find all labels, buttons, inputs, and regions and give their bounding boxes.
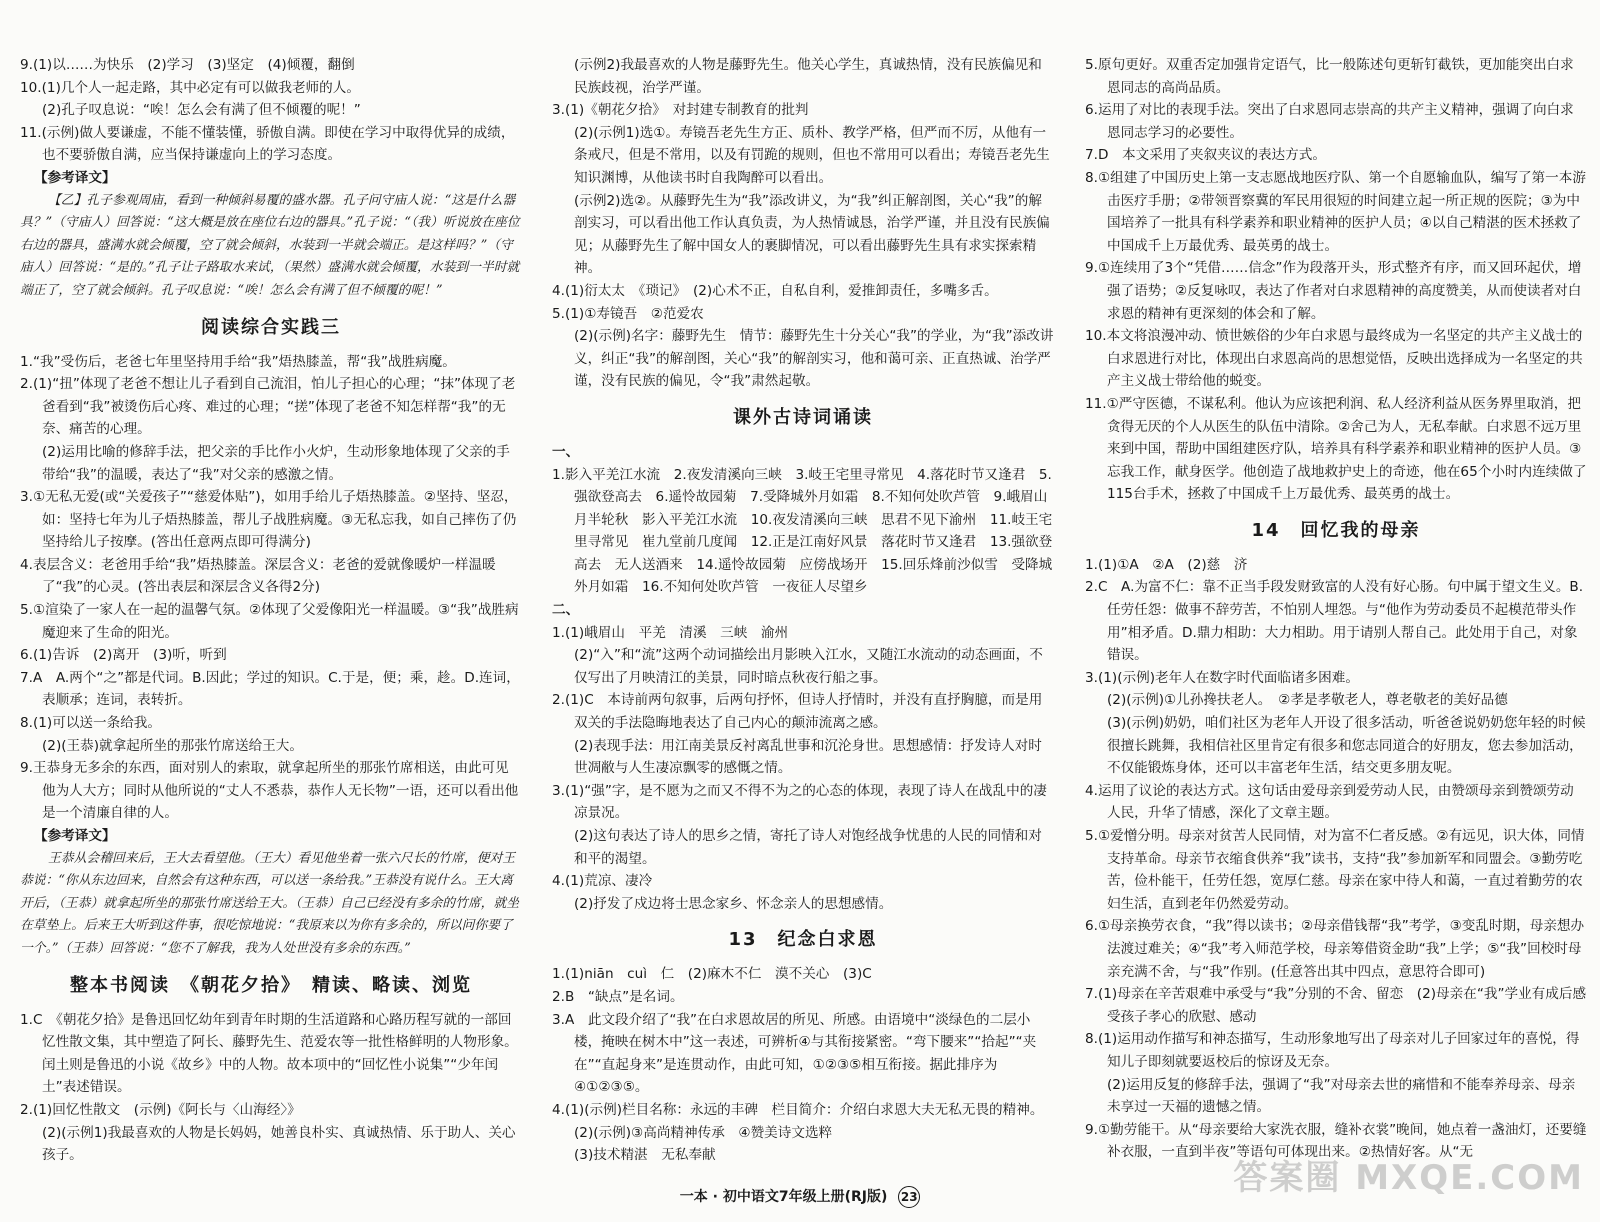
answer-item: 2.(1)C 本诗前两句叙事，后两句抒怀，但诗人抒情时，并没有直抒胸臆，而是用双关的手法隐晦地表达了自己内心的颠沛流离之感。 — [552, 692, 1043, 732]
answer-item: 2.(1)回忆性散文 (示例)《阿长与〈山海经〉》 — [20, 1101, 301, 1118]
subsection-heading: 一、 — [552, 443, 580, 460]
answer-item: 2.C A.为富不仁：靠不正当手段发财致富的人没有好心肠。句中属于望文生义。B.任劳任怨：做事不辞劳苦，不怕别人埋怨。与“他作为劳动委员不起模范带头作用”相矛盾。D.鼎力相助：大力相助。用于请别人帮自己。此处用于自己，对象错误。 — [1085, 579, 1584, 664]
answer-subitem: (2)“入”和“流”这两个动词描绘出月影映入江水，又随江水流动的动态画面，不仅写出了月映清江的美景，同时暗点秋夜行船之事。 — [574, 647, 1043, 686]
column-middle — [552, 54, 1054, 1167]
answer-item: 7.D 本文采用了夹叙夹议的表达方式。 — [1085, 147, 1326, 164]
answer-item: 4.(1)荒凉、凄冷 — [552, 873, 653, 890]
answer-subitem: (2)孔子叹息说：“唉！怎么会有满了但不倾覆的呢！” — [42, 102, 361, 119]
answer-subitem: (2)表现手法：用江南美景反衬离乱世事和沉沦身世。思想感情：抒发诗人对时世凋敝与人生凄凉飘零的感慨之情。 — [574, 737, 1042, 777]
answer-item: 10.(1)几个人一起走路，其中必定有可以做我老师的人。 — [20, 79, 360, 96]
answer-item: 8.(1)运用动作描写和神态描写，生动形象地写出了母亲对儿子回家过年的喜悦，得知儿子即刻就要返校后的惊讶及无奈。 — [1085, 1031, 1580, 1070]
answer-item: 8.①组建了中国历史上第一支志愿战地医疗队、第一个自愿输血队，编写了第一本游击医疗手册；②带领晋察冀的军民用很短的时间建立起一所正规的医院；③为中国培养了一批具有科学素养和职业精神的医护人员；④以自己精湛的医术拯救了中国成千上万最优秀、最英勇的战士。 — [1085, 169, 1586, 254]
answer-item: 1.(1)①A ②A (2)慈 济 — [1085, 556, 1248, 573]
answer-item: 7.A A.两个“之”都是代词。B.因此；学过的知识。C.于是，便；乘，趁。D.连词，表顺承；连词，表转折。 — [20, 669, 520, 709]
answer-item: 3.(1)《朝花夕拾》 对封建专制教育的批判 — [552, 102, 809, 119]
section-heading: 13 纪念白求恩 — [728, 929, 878, 951]
answer-item: 6.(1)告诉 (2)离开 (3)听，听到 — [20, 647, 227, 664]
answer-item: 11.(示例)做人要谦虚，不能不懂装懂，骄傲自满。即使在学习中取得优异的成绩，也不要骄傲自满，应当保持谦虚向上的学习态度。 — [20, 124, 515, 164]
section-heading: 14 回忆我的母亲 — [1251, 519, 1421, 541]
answer-item: 1.“我”受伤后，老爸七年里坚持用手给“我”焐热膝盖，帮“我”战胜病魔。 — [20, 353, 456, 370]
answer-item: 9.①勤劳能干。从“母亲要给大家洗衣服，缝补衣裳”晚间，她点着一盏油灯，还要缝补衣服，一直到半夜”等语句可体现出来。②热情好客。从“无 — [1085, 1121, 1587, 1161]
page-footer: 一本 · 初中语文7年级上册(RJ版) 23 — [0, 1186, 1600, 1208]
answer-item: 4.运用了议论的表达方式。这句话由爱母亲到爱劳动人民，由赞颂母亲到赞颂劳动人民，升华了情感，深化了文章主题。 — [1085, 782, 1574, 822]
answer-subitem: (2)(示例)①儿孙搀扶老人。 ②孝是孝敬老人，尊老敬老的美好品德 — [1107, 692, 1508, 709]
answer-subitem: (2)(示例1)我最喜欢的人物是长妈妈，她善良朴实、真诚热情、乐于助人、关心孩子。 — [42, 1124, 516, 1164]
answer-item: 1.(1)峨眉山 平羌 清溪 三峡 渝州 — [552, 624, 789, 641]
answer-item: 9.①连续用了3个“凭借……信念”作为段落开头，形式整齐有序，而又回环起伏，增强了语势；②反复咏叹，表达了作者对白求恩精神的高度赞美，从而使读者对白求恩的精神有更深刻的体会和了解。 — [1085, 260, 1582, 322]
answer-item: 9.王恭身无多余的东西，面对别人的索取，就拿起所坐的那张竹席相送，由此可见他为人大方；同时从他所说的“丈人不悉恭，恭作人无长物”一语，还可以看出他是一个清廉自律的人。 — [20, 760, 519, 822]
answer-item: 11.①严守医德，不谋私利。他认为应该把利润、私人经济利益从医务界里取消，把贪得无厌的个人从医生的队伍中清除。②舍己为人，无私奉献。白求恩不远万里来到中国，帮助中国组建医疗队，培养具有科学素养和职业精神的医护人员。③忘我工作，献身医学。他创造了战地救护史上的奇迹，他在65个小时内连续做了115台手术，拯救了中国成千上万最优秀、最英勇的战士。 — [1085, 395, 1587, 503]
answer-item: 7.(1)母亲在辛苦艰难中承受与“我”分别的不舍、留恋 (2)母亲在“我”学业有成后感受孩子孝心的欣慰、感动 — [1085, 986, 1587, 1025]
answer-item: 5.①渲染了一家人在一起的温馨气氛。②体现了父爱像阳光一样温暖。③“我”战胜病魔迎来了生命的阳光。 — [20, 602, 519, 641]
answer-item: 3.(1)“强”字，是不愿为之而又不得不为之的心态的体现，表现了诗人在战乱中的凄凉景况。 — [552, 782, 1047, 822]
reference-translation: 王恭从会稽回来后，王大去看望他。（王大）看见他坐着一张六尺长的竹席，便对王恭说：“你从东边回来，自然会有这种东西，可以送一条给我。”王恭没有说什么。王大离开后，（王恭）就拿起所坐的那张竹席送给王大。（王恭）自己已经没有多余的竹席，就坐在草垫上。后来王大听到这件事，很吃惊地说：“我原来以为你有多余的，所以问你要了一个。”（王恭）回答说：“您不了解我，我为人处世没有多余的东西。” — [20, 850, 520, 956]
answer-item: 1.影入平羌江水流 2.夜发清溪向三峡 3.岐王宅里寻常见 4.落花时节又逢君 5.强欲登高去 6.遥怜故园菊 7.受降城外月如霜 8.不知何处吹芦管 9.峨眉山月半轮秋 影入平羌江水流 10.夜发清溪向三峡 思君不见下渝州 11.岐王宅里寻常见 崔九堂前几度闻 12.正是江南好风景 落花时节又逢君 13.强欲登高去 无人送酒来 14.遥怜故园菊 应傍战场开 15.回乐烽前沙似雪 受降城外月如霜 16.不知何处吹芦管 一夜征人尽望乡 — [552, 466, 1053, 596]
answer-item: 5.(1)①寿镜吾 ②范爱农 — [552, 305, 704, 322]
section-heading: 阅读综合实践三 — [201, 316, 341, 338]
answer-item: 4.(1)(示例)栏目名称：永远的丰碑 栏目简介：介绍白求恩大夫无私无畏的精神。 — [552, 1101, 1044, 1118]
section-heading: 整本书阅读 《朝花夕拾》 精读、略读、浏览 — [70, 974, 472, 996]
answer-subitem: (3)(示例)奶奶，咱们社区为老年人开设了很多活动，听爸爸说奶奶您年轻的时候很擅长跳舞，我相信社区里肯定有很多和您志同道合的好朋友，您去参加活动，不仅能锻炼身体，还可以丰富老年生活，结交更多朋友呢。 — [1107, 715, 1586, 777]
answer-subitem: (2)(示例)名字：藤野先生 情节：藤野先生十分关心“我”的学业，为“我”添改讲义，纠正“我”的解剖图，关心“我”的解剖实习，他和蔼可亲、正直热诚、治学严谨，没有民族的偏见，令“我”肃然起敬。 — [574, 328, 1054, 390]
answer-item: 5.原句更好。双重否定加强肯定语气，比一般陈述句更斩钉截铁，更加能突出白求恩同志的高尚品质。 — [1085, 57, 1574, 96]
footer-brand: 一本 — [679, 1189, 708, 1205]
answer-subitem: (2)运用反复的修辞手法，强调了“我”对母亲去世的痛惜和不能奉养母亲、母亲未享过一天福的遗憾之情。 — [1107, 1076, 1576, 1116]
answer-item: 4.表层含义：老爸用手给“我”焐热膝盖。深层含义：老爸的爱就像暖炉一样温暖了“我”的心灵。(答出表层和深层含义各得2分) — [20, 556, 496, 596]
answer-subitem: (3)技术精湛 无私奉献 — [574, 1147, 716, 1164]
answer-subitem: (2)这句表达了诗人的思乡之情，寄托了诗人对饱经战争忧患的人民的同情和对和平的渴望。 — [574, 828, 1042, 867]
answer-item: 2.(1)“扭”体现了老爸不想让儿子看到自己流泪，怕儿子担心的心理；“抹”体现了老爸看到“我”被烫伤后心疼、难过的心理；“搓”体现了老爸不知怎样帮“我”的无奈、痛苦的心理。 — [20, 376, 516, 438]
answer-item: 10.本文将浪漫冲动、愤世嫉俗的少年白求恩与最终成为一名坚定的共产主义战士的白求恩进行对比，体现出白求恩高尚的思想觉悟，反映出选择成为一名坚定的共产主义战士带给他的蜕变。 — [1085, 328, 1583, 390]
answer-item: 1.C 《朝花夕拾》是鲁迅回忆幼年到青年时期的生活道路和心路历程写就的一部回忆性散文集，其中塑造了阿长、藤野先生、范爱农等一批性格鲜明的人物形象。闰土则是鲁迅的小说《故乡》中的人物。故本项中的“回忆性小说集”“少年闰土”表述错误。 — [20, 1011, 518, 1096]
answer-item: 2.B “缺点”是名词。 — [552, 988, 684, 1005]
answer-subitem: (示例2)我最喜欢的人物是藤野先生。他关心学生，真诚热情，没有民族偏见和民族歧视，治学严谨。 — [574, 57, 1042, 96]
answer-item: 4.(1)衍太太 《琐记》 (2)心术不正，自私自利，爱推卸责任，多嘴多舌。 — [552, 282, 998, 299]
answer-item: 5.①爱憎分明。母亲对贫苦人民同情，对为富不仁者反感。②有远见，识大体，同情支持革命。母亲节衣缩食供养“我”读书，支持“我”参加新军和同盟会。③勤劳吃苦，俭朴能干，任劳任怨，宽厚仁慈。母亲在家中待人和蔼，一直过着勤劳的农妇生活，直到老年仍然爱劳动。 — [1085, 828, 1585, 912]
watermark-logo: 答案圈 MXQE.COM — [1233, 1158, 1584, 1198]
section-tag: 【参考译文】 — [34, 828, 116, 844]
reference-translation: 【乙】孔子参观周庙，看到一种倾斜易覆的盛水器。孔子问守庙人说：“这是什么器具？”（守庙人）回答说：“这大概是放在座位右边的器具。”孔子说：“（我）听说放在座位右边的器具，盛满水就会倾覆，空了就会倾斜，水装到一半就会端正。是这样吗？”（守庙人）回答说：“是的。”孔子让子路取水来试，（果然）盛满水就会倾覆，水装到一半时就端正了，空了就会倾斜。孔子叹息说：“唉！怎么会有满了但不倾覆的呢！” — [20, 192, 520, 298]
page-number: 23 — [898, 1186, 920, 1208]
section-tag: 【参考译文】 — [34, 169, 116, 186]
section-heading: 课外古诗词诵读 — [733, 406, 873, 428]
answer-subitem: (2)抒发了戍边将士思念家乡、怀念亲人的思想感情。 — [574, 895, 893, 912]
answer-item: 8.(1)可以送一条给我。 — [20, 715, 161, 732]
answer-item: 6.运用了对比的表现手法。突出了白求恩同志崇高的共产主义精神，强调了向白求恩同志学习的必要性。 — [1085, 102, 1574, 141]
answer-subitem: (2)运用比喻的修辞手法，把父亲的手比作小火炉，生动形象地体现了父亲的手带给“我”的温暖，表达了“我”对父亲的感激之情。 — [42, 443, 510, 483]
answer-item: 9.(1)以……为快乐 (2)学习 (3)坚定 (4)倾覆，翻倒 — [20, 57, 355, 73]
answer-subitem: (2)(示例1)选①。寿镜吾老先生方正、质朴、教学严格，但严而不厉，从他有一条戒尺，但是不常用，以及有罚跪的规则，但也不常用可以看出；寿镜吾老先生知识渊博，从他读书时自我陶醉可以看出。 — [574, 124, 1050, 186]
answer-item: 3.①无私无爱(或“关爱孩子”“慈爱体贴”)，如用手给儿子焐热膝盖。②坚持、坚忍，如：坚持七年为儿子焐热膝盖，帮儿子战胜病魔。③无私忘我，如自己摔伤了仍坚持给儿子按摩。(答出任意两点即可得满分) — [20, 489, 518, 551]
answer-item: 3.(1)(示例)老年人在数字时代面临诸多困难。 — [1085, 669, 1359, 686]
footer-title: 初中语文7年级上册(RJ版) — [722, 1189, 888, 1205]
answer-item: 3.A 此文段介绍了“我”在白求恩故居的所见、所感。由语境中“淡绿色的二层小楼，掩映在树木中”这一表述，可辨析④与其衔接紧密。“弯下腰来”“拾起”“夹在”“直起身来”是连贯动作，由此可知，①②③⑤相互衔接。据此排序为④①②③⑤。 — [552, 1011, 1037, 1096]
column-left — [20, 54, 522, 1167]
answer-item: 6.①母亲换劳衣食，“我”得以读书；②母亲借钱帮“我”考学，③变乱时期，母亲想办法渡过难关；④“我”考入师范学校，母亲筹借资金助“我”上学；⑤“我”回校时母亲充满不舍，与“我”作别。(任意答出其中四点，意思符合即可) — [1085, 918, 1585, 980]
subsection-heading: 二、 — [552, 602, 580, 619]
column-right — [1085, 54, 1587, 1164]
answer-item: 1.(1)niān cuì 仁 (2)麻木不仁 漠不关心 (3)C — [552, 966, 872, 983]
answer-subitem: (示例2)选②。从藤野先生为“我”添改讲义，为“我”纠正解剖图，关心“我”的解剖实习，可以看出他工作认真负责，为人热情诚恳，治学严谨，并且没有民族偏见；从藤野先生了解中国女人的裹脚情况，可以看出藤野先生具有求实探索精神。 — [574, 192, 1050, 277]
answer-subitem: (2)(王恭)就拿起所坐的那张竹席送给王大。 — [42, 737, 303, 754]
answer-subitem: (2)(示例)③高尚精神传承 ④赞美诗文选粹 — [574, 1124, 833, 1141]
